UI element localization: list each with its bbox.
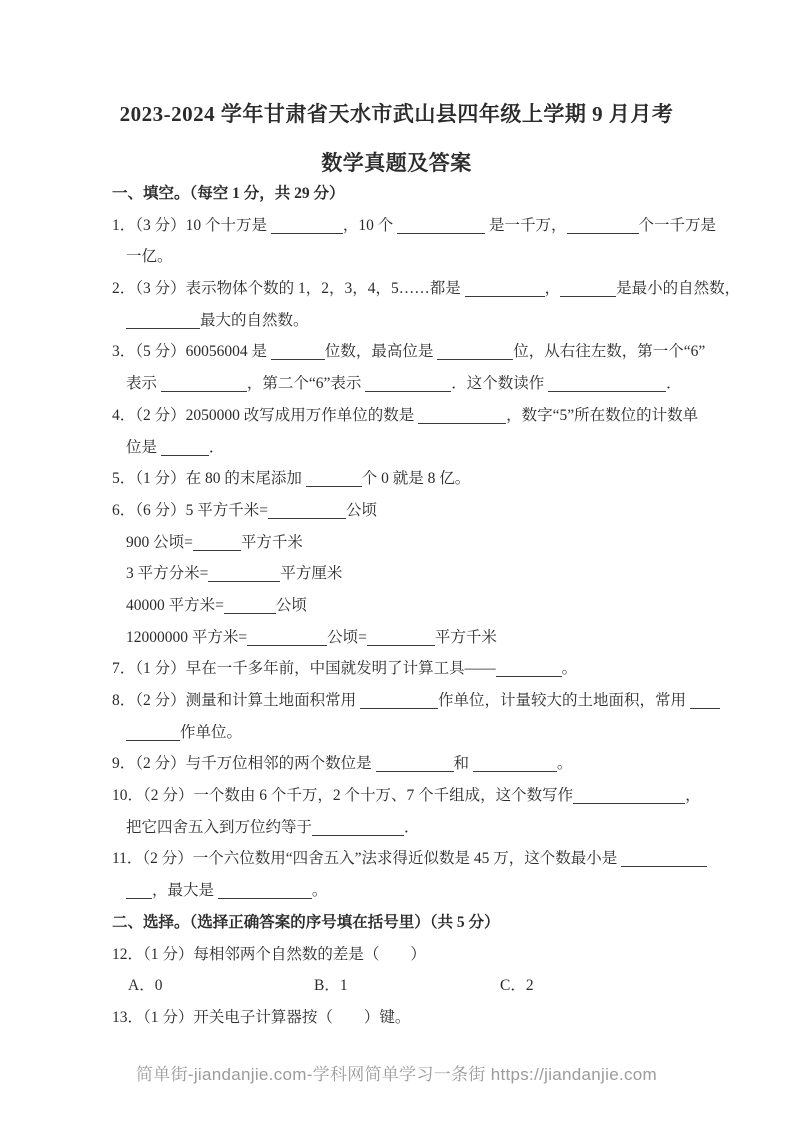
answer-blank [126, 725, 180, 741]
text-run: ． [666, 375, 682, 393]
answer-blank [312, 820, 404, 836]
text-run: 位是 [126, 438, 161, 456]
q3-line-1 [112, 336, 747, 368]
text-run: 。 [561, 660, 578, 678]
document-body [112, 178, 747, 1034]
q12-line-1 [112, 939, 747, 971]
answer-blank [621, 851, 707, 867]
text-run: ，第二个“6”表示 [246, 375, 366, 393]
answer-blank [437, 344, 513, 360]
answer-blank [690, 693, 720, 709]
answer-blank [271, 218, 343, 234]
answer-blank [193, 535, 241, 551]
footer-watermark: 简单街-jiandanjie.com-学科网简单学习一条街 https://jiandanjie.com [135, 1065, 658, 1084]
text-run: 12．（1 分）每相邻两个自然数的差是（ ） [112, 945, 426, 963]
answer-blank [126, 313, 200, 329]
section-2-heading [112, 907, 747, 939]
answer-blank [271, 344, 325, 360]
text-run: 3．（5 分）60056004 是 [112, 343, 271, 361]
text-run: 平方千米 [434, 628, 497, 646]
text-run: 5．（1 分）在 80 的末尾添加 [112, 470, 306, 488]
answer-blank [161, 376, 247, 392]
text-run: 公顷 [275, 596, 307, 614]
choice-option: B．1 [314, 977, 348, 995]
text-run: ， [685, 787, 701, 805]
text-run: ，最大是 [152, 882, 218, 900]
answer-blank [397, 218, 485, 234]
text-run: ，数字“5”所在数位的计数单 [506, 406, 699, 424]
answer-blank [567, 218, 639, 234]
q8-line-1 [112, 685, 747, 717]
q6-line-5 [112, 622, 747, 654]
text-run: 。 [311, 882, 328, 900]
text-run: 900 公顷= [126, 533, 193, 551]
answer-blank [465, 281, 545, 297]
text-run: 。 [556, 755, 573, 773]
answer-blank [161, 440, 209, 456]
answer-blank [268, 503, 346, 519]
answer-blank [548, 376, 666, 392]
q11-line-2 [112, 875, 747, 907]
choice-option: A．0 [128, 977, 163, 995]
text-run: ， [544, 280, 561, 298]
q1-line-1 [112, 210, 747, 242]
q9-line-1 [112, 748, 747, 780]
text-run: ． [208, 438, 225, 456]
answer-blank [365, 376, 451, 392]
text-run: 40000 平方米= [126, 596, 224, 614]
text-run: 8．（2 分）测量和计算土地面积常用 [112, 692, 361, 709]
text-run: 1．（3 分）10 个十万是 [112, 216, 271, 234]
q8-line-2 [112, 717, 747, 749]
text-run: 2．（3 分）表示物体个数的 1，2，3，4，5……都是 [112, 280, 465, 298]
text-run: 是最小的自然数， [616, 280, 741, 298]
answer-blank [218, 883, 312, 899]
answer-blank [496, 661, 562, 677]
answer-blank [418, 408, 506, 424]
q7-line-1 [112, 653, 747, 685]
text-run: 作单位。 [180, 723, 243, 741]
q2-line-1 [112, 273, 747, 305]
q6-line-2 [112, 527, 747, 559]
q11-line-1 [112, 843, 747, 875]
q6-line-4 [112, 590, 747, 622]
answer-blank [573, 788, 685, 804]
title-line-2: 数学真题及答案 [321, 151, 472, 175]
answer-blank [208, 566, 280, 582]
text-run: 二、选择。（选择正确答案的序号填在括号里）（共 5 分） [112, 913, 500, 931]
text-run: 6．（6 分）5 平方千米= [112, 501, 268, 519]
q3-line-2 [112, 368, 747, 400]
answer-blank [126, 883, 152, 899]
q13-line-1 [112, 1002, 747, 1034]
text-run: 3 平方分米= [126, 565, 209, 583]
text-run: 一亿。 [126, 248, 173, 266]
answer-blank [224, 598, 276, 614]
text-run: 10．（2 分）一个数由 6 个千万，2 个十万、7 个千组成，这个数写作 [112, 787, 574, 805]
text-run: 个 0 就是 8 亿。 [361, 470, 471, 488]
q12-options [112, 970, 747, 1002]
text-run: 最大的自然数。 [200, 311, 309, 329]
text-run: ，10 个 [342, 216, 398, 234]
text-run: 11．（2 分）一个六位数用“四舍五入”法求得近似数是 45 万，这个数最小是 [112, 850, 622, 868]
answer-blank [247, 630, 327, 646]
text-run: 7．（1 分）早在一千多年前，中国就发明了计算工具—— [112, 660, 496, 678]
answer-blank [367, 630, 435, 646]
q2-line-2 [112, 305, 747, 337]
text-run: 公顷 [346, 501, 378, 519]
text-run: 12000000 平方米= [126, 628, 248, 646]
title-line-1: 2023-2024 学年甘肃省天水市武山县四年级上学期 9 月月考 [119, 102, 674, 126]
choice-option: C．2 [500, 977, 534, 995]
text-run: 把它四舍五入到万位约等于 [126, 818, 313, 836]
text-run: 平方厘米 [280, 565, 343, 583]
answer-blank [376, 756, 454, 772]
q6-line-1 [112, 495, 747, 527]
text-run: 表示 [126, 375, 161, 393]
text-run: 13．（1 分）开关电子计算器按（ ）键。 [112, 1008, 411, 1026]
text-run: 位数，最高位是 [324, 343, 438, 361]
answer-blank [306, 471, 362, 487]
text-run: 是一千万， [485, 216, 567, 234]
text-run: ．这个数读作 [451, 375, 549, 393]
text-run: 9．（2 分）与千万位相邻的两个数位是 [112, 755, 376, 773]
document-title [0, 90, 793, 188]
text-run: 一、填空。（每空 1 分，共 29 分） [112, 185, 345, 202]
text-run: 平方千米 [240, 533, 303, 551]
answer-blank [473, 756, 557, 772]
answer-blank [360, 693, 438, 709]
q6-line-3 [112, 558, 747, 590]
text-run: 4．（2 分）2050000 改写成用万作单位的数是 [112, 406, 419, 424]
q4-line-2 [112, 432, 747, 464]
answer-blank [560, 281, 616, 297]
q1-line-2 [112, 241, 747, 273]
text-run: 作单位，计量较大的土地面积，常用 [438, 692, 690, 709]
text-run: ． [404, 818, 420, 836]
q10-line-1 [112, 780, 747, 812]
text-run: 公顷= [327, 628, 367, 646]
q4-line-1 [112, 400, 747, 432]
q10-line-2 [112, 812, 747, 844]
section-1-heading [112, 178, 747, 210]
text-run: 和 [453, 755, 473, 773]
q5-line-1 [112, 463, 747, 495]
text-run: 位，从右往左数，第一个“6” [513, 343, 706, 361]
text-run: 个一千万是 [638, 216, 717, 234]
